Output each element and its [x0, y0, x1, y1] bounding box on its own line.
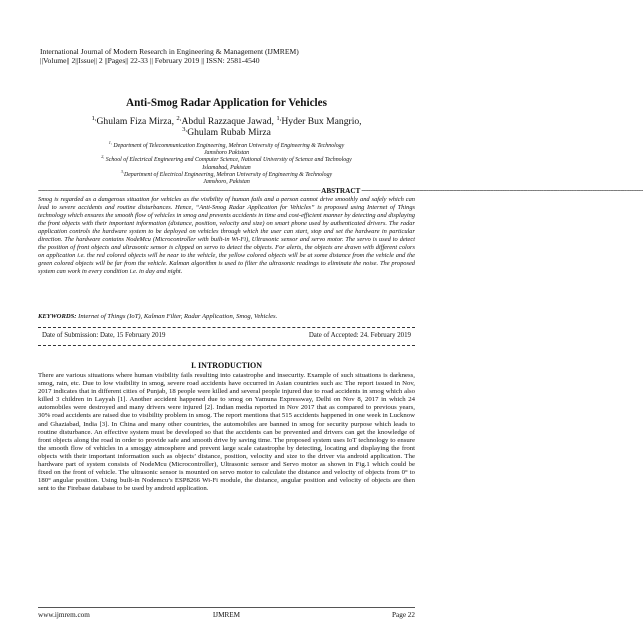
footer-journal: IJMREM — [212, 611, 241, 619]
section-heading: I. INTRODUCTION — [190, 361, 263, 370]
dashed-rule-bottom — [38, 345, 415, 346]
keywords-label: KEYWORDS: — [38, 313, 77, 320]
paper-title: Anti-Smog Radar Application for Vehicles — [126, 97, 327, 109]
affiliation-text: Department of Telecommunication Engineering, Mehran University of Engineering & Technology — [113, 143, 345, 149]
introduction-text: There are various situations where human visibility fails resulting into catastrophe and insecurity. Example of such situations is darkness, smog, rain, etc. Due to low visibility in smog, severe road accidents have occurred in Asian countries such as: The report issued in Nov, 2017 indicates that in different cities of Punjab, 18 people were killed and several people injured due to road accidents in smog which also killed 3 children in Layyah [1]. Another accident happened due to smog on Yamuna Expressway, Delhi on Nov 8, 2017 in which 24 automobiles were destroyed and many drivers were injured [2]. Indian media reported in Nov 2017 that as compared to previous years, 30% road accidents are raised due to visibility problem in smog. The report mentions that 515 accidents happened in one week in Lucknow and Ghaziabad, India [3]. In China and many other countries, the automobiles are banned in smog for security purpose which leads to routine disturbance. An effective system must be developed so that the accidents can be prevented and drivers can get the knowledge of front objects along the road in order to provide safe and smooth drive by saving time. The proposed system uses IoT technology to ensure the smooth flow of vehicles in a smoggy atmosphere and prevent large scale catastrophe by detecting, locating and displaying the front objects with their important information such as objects’ distance, position, velocity and size to the driver via android application. The hardware part of system consists of NodeMcu (Microcontroller), Ultrasonic sensor and Servo motor as shown in Fig.1 which could be fixed on the front of vehicle. The ultrasonic sensor is mounted on servo motor to calculate the distance and velocity of objects from 0° to 180° angular position. Using built-in Nodemcu’s ESP8266 Wi-Fi module, the distance, angular position and velocity of objects are then sent to the Firebase database to be used by android application. — [38, 372, 415, 493]
keywords-text: Internet of Things (IoT), Kalman Filter, Radar Application, Smog, Vehicles. — [76, 313, 278, 320]
dash-rule-left: ---------------------------------------------------------------------------------------------------------------------------------------------------------------- — [38, 187, 321, 194]
submission-date: Date of Submission: Date, 15 February 2019 — [42, 332, 166, 339]
author-line-2 — [40, 125, 413, 139]
footer-rule — [38, 607, 415, 608]
page-footer — [38, 611, 415, 619]
author-name: Abdul Razzaque Jawad, — [181, 116, 277, 127]
author-sup: 1, — [276, 114, 282, 122]
affiliations — [40, 140, 413, 186]
author-list — [40, 114, 413, 138]
affiliation-text: Department of Electrical Engineering, Mehran University of Engineering & Technology — [123, 171, 333, 178]
affiliation-sup: 1, — [108, 140, 112, 146]
affiliation-text: School of Electrical Engineering and Computer Science, National University of Science and Technology — [105, 157, 352, 164]
author-sup: 1, — [91, 114, 97, 122]
footer-url: www.ijmrem.com — [38, 611, 90, 619]
affiliation-3-line-1 — [40, 168, 413, 179]
affiliation-sup: 2, — [101, 154, 105, 160]
footer-page-number: Page 22 — [392, 611, 415, 619]
dates-row — [38, 332, 415, 339]
affiliation-2-line-2: Islamabad, Pakistan — [202, 164, 251, 171]
affiliation-2-line-1 — [40, 154, 413, 164]
abstract-label: ABSTRACT — [321, 187, 361, 195]
abstract-heading — [38, 187, 643, 195]
author-name: Hyder Bux Mangrio, — [281, 116, 362, 127]
journal-name: International Journal of Modern Research in Engineering & Management (IJMREM) — [40, 47, 299, 56]
dashed-rule-top — [38, 327, 415, 328]
journal-header — [40, 47, 420, 66]
dash-rule-right: ---------------------------------------------------------------------------------------------------------------------------------------------------------------- — [361, 187, 643, 194]
author-sup: 2, — [176, 114, 182, 122]
abstract-text: Smog is regarded as a dangerous situation for vehicles as the visibility of human fails and a person cannot drive smoothly and safely which can lead to severe accidents and routine disturbances. Hence, “Anti-Smog Radar Application for Vehicles” is proposed using Internet of Things technology which ensures the smooth flow of vehicles in smog and prevents accidents in time and cost-efficient manner by detecting and displaying the front objects with their important information (distance, position, velocity and size) on smart phone used by authenticated drivers. The radar application controls the hardware system to be deployed on vehicles through which the user can start, stop and set the hardware in particular direction. The hardware contains NodeMcu (Microcontroller with built-in Wi-Fi), Ultrasonic sensor and servo motor. The servo is used to detect the position of front objects and ultrasonic sensor is clipped on servo to detect the objects. For alerts, the objects are drawn with different colors on application i.e. the red colored objects will be near to the vehicle, the yellow colored objects will be at some distance from the vehicle and the green colored objects will be far from the vehicle. Kalman algorithm is used to filter the ultrasonic readings to eliminate the noise. The proposed system can work in every condition i.e. in day and night. — [38, 196, 415, 276]
accepted-date: Date of Accepted: 24. February 2019 — [308, 332, 411, 339]
affiliation-1-line-1 — [40, 140, 413, 150]
author-sup: 3, — [182, 125, 188, 133]
affiliation-sup: 3, — [120, 168, 124, 174]
keywords — [38, 313, 415, 321]
affiliation-1-line-2: Jamshoro Pakistan — [203, 150, 250, 157]
author-name: Ghulam Rubab Mirza — [187, 126, 271, 138]
affiliation-3-line-2: Jamshoro, Pakistan — [203, 179, 250, 186]
author-name: Ghulam Fiza Mirza, — [96, 116, 177, 127]
journal-issue: ||Volume|| 2||Issue|| 2 ||Pages|| 22-33 || February 2019 || ISSN: 2581-4540 — [40, 56, 260, 66]
